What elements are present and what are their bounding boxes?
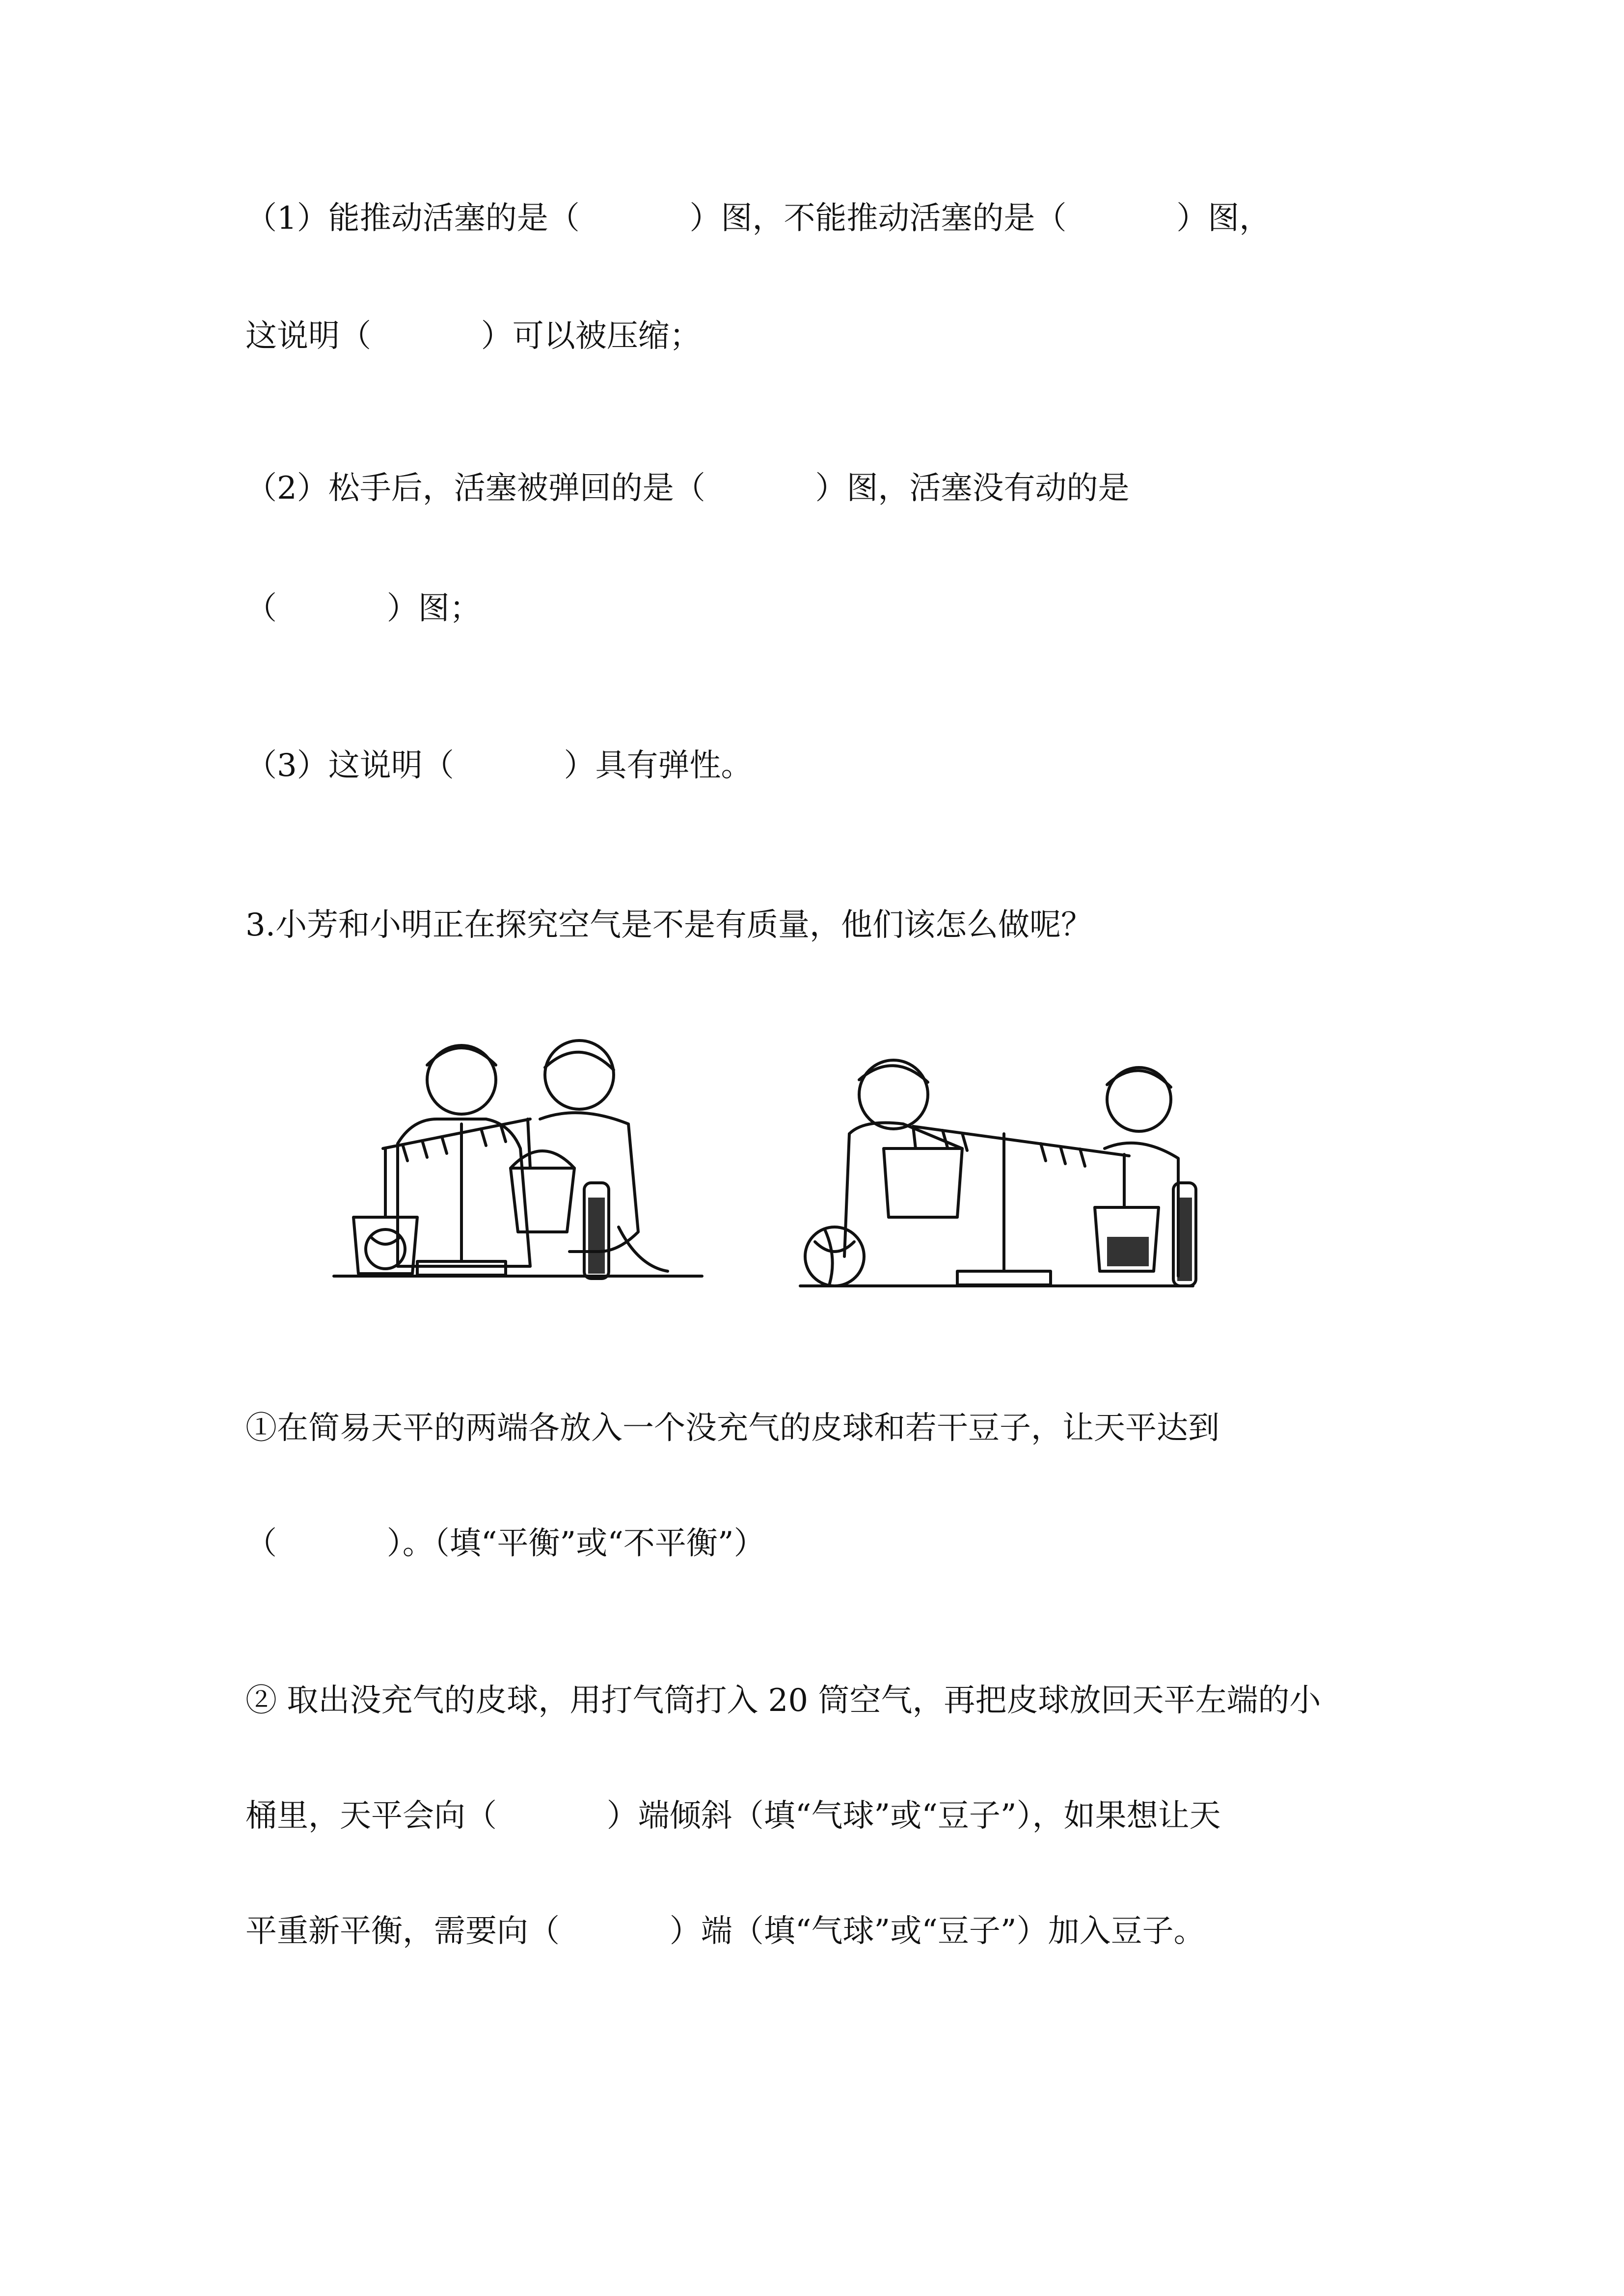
q3-question: 3.小芳和小明正在探究空气是不是有质量，他们该怎么做呢？ [245, 907, 1093, 943]
balance-experiment-illustration [324, 1021, 1198, 1315]
q3-step1-line2: （ ）。（填“平衡”或“不平衡”） [245, 1525, 765, 1562]
q2-part2-line1: （2）松手后，活塞被弹回的是（ ）图，活塞没有动的是 [245, 470, 1130, 507]
q3-step2-line3: 平重新平衡，需要向（ ）端（填“气球”或“豆子”）加入豆子。 [245, 1913, 1205, 1949]
left-scene [334, 1041, 702, 1279]
q3-step2-line2: 桶里，天平会向（ ）端倾斜（填“气球”或“豆子”），如果想让天 [245, 1798, 1221, 1834]
right-scene [800, 1060, 1196, 1286]
q2-part3-line1: （3）这说明（ ）具有弹性。 [245, 748, 753, 784]
q2-part1-line1: （1）能推动活塞的是（ ）图，不能推动活塞的是（ ）图， [245, 200, 1271, 237]
q2-part1-line2: 这说明（ ）可以被压缩； [245, 318, 701, 354]
q2-part2-line2: （ ）图； [245, 590, 481, 627]
q3-step2-line1: ② 取出没充气的皮球，用打气筒打入 20 筒空气，再把皮球放回天平左端的小 [245, 1682, 1321, 1719]
q3-step1-line1: ①在简易天平的两端各放入一个没充气的皮球和若干豆子，让天平达到 [245, 1410, 1219, 1446]
